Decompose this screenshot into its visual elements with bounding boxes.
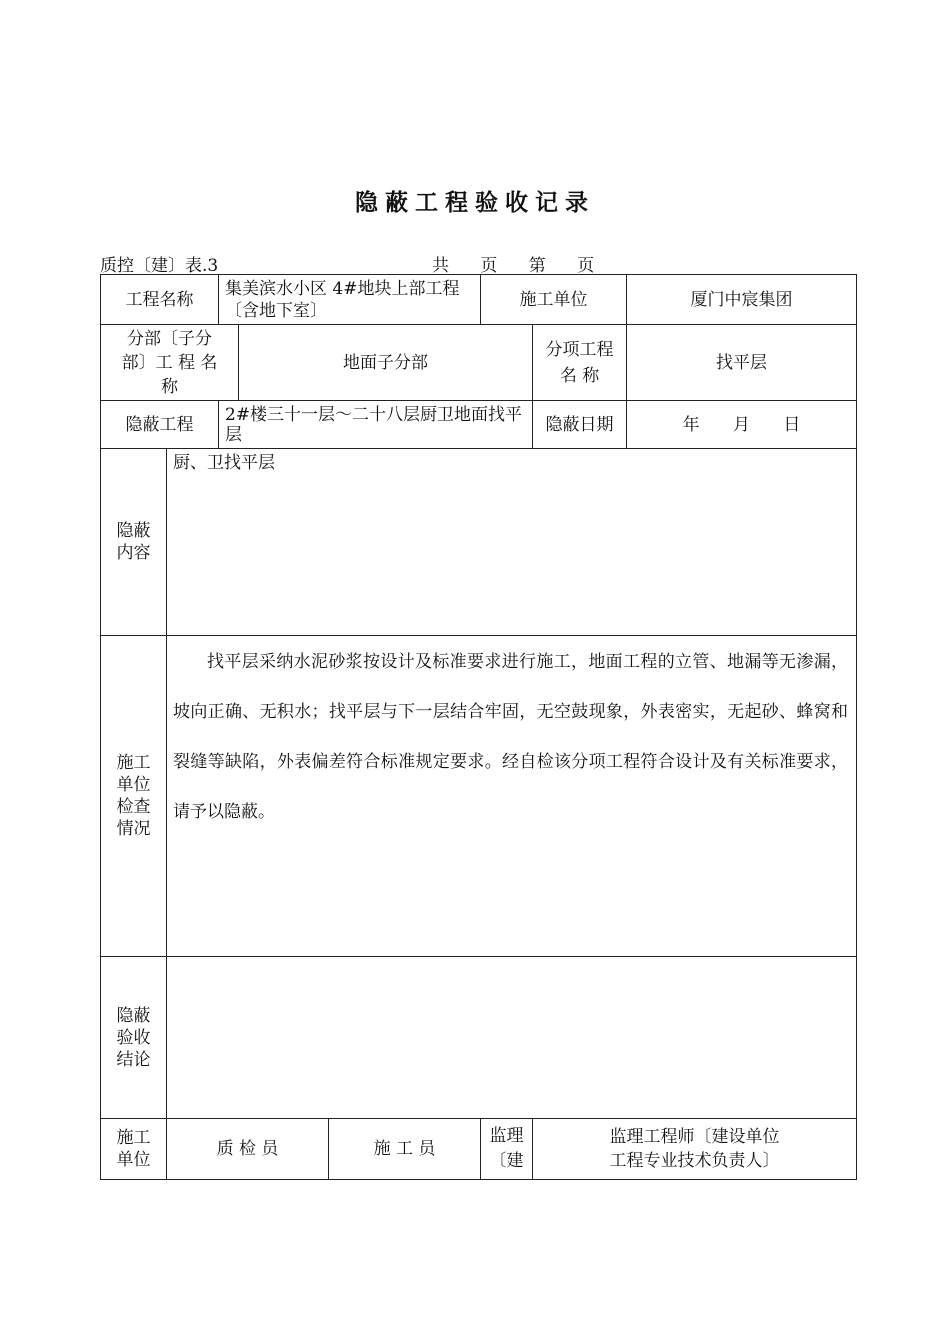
sign-unit-label: 施工单位: [101, 1119, 167, 1180]
subitem-value: 找平层: [627, 325, 857, 401]
worker-label: 施 工 员: [329, 1119, 481, 1180]
engineer-label-line2: 工程专业技术负责人〕: [609, 1151, 780, 1171]
content-value: 厨、卫找平层: [167, 449, 857, 636]
hidden-work-value: 2#楼三十一层～二十八层厨卫地面找平层: [219, 401, 533, 449]
row-hidden-work: [101, 401, 857, 449]
hidden-date-label: 隐蔽日期: [533, 401, 627, 449]
engineer-label-line1: 监理工程师〔建设单位: [609, 1127, 780, 1147]
conclusion-label: 隐蔽验收结论: [101, 957, 167, 1119]
row-content: [101, 449, 857, 636]
row-conclusion: [101, 957, 857, 1119]
construction-unit-label: 施工单位: [481, 275, 627, 325]
row-project: [101, 275, 857, 325]
form-meta: [100, 251, 856, 275]
subdivision-label: 分部〔子分部〕工 程 名 称: [101, 325, 239, 401]
project-name-value: 集美滨水小区 4#地块上部工程〔含地下室〕: [219, 275, 481, 325]
supervisor-label: 监理〔建: [481, 1119, 533, 1180]
page-info: 共 页 第 页: [432, 256, 595, 276]
project-name-label: 工程名称: [101, 275, 219, 325]
row-inspection: [101, 636, 857, 957]
inspection-label: 施工单位检查情况: [101, 636, 167, 957]
row-subdivision: [101, 325, 857, 401]
record-table: [100, 274, 857, 1180]
engineer-label: [533, 1119, 857, 1180]
page-title: 隐蔽工程验收记录: [355, 190, 595, 216]
hidden-work-label: 隐蔽工程: [101, 401, 219, 449]
content-label: 隐蔽内容: [101, 449, 167, 636]
subitem-label: 分项工程 名 称: [533, 325, 627, 401]
form-code: 质控〔建〕表.3: [100, 256, 219, 276]
hidden-date-value: 年 月 日: [627, 401, 857, 449]
conclusion-value: [167, 957, 857, 1119]
construction-unit-value: 厦门中宸集团: [627, 275, 857, 325]
row-signatures: [101, 1119, 857, 1180]
inspector-label: 质 检 员: [167, 1119, 329, 1180]
inspection-value: 找平层采纳水泥砂浆按设计及标准要求进行施工，地面工程的立管、地漏等无渗漏，坡向正确、无积水；找平层与下一层结合牢固，无空鼓现象，外表密实，无起砂、蜂窝和裂缝等缺陷，外表偏差符合标准规定要求。经自检该分项工程符合设计及有关标准要求，请予以隐蔽。: [167, 636, 857, 957]
subdivision-value: 地面子分部: [239, 325, 533, 401]
